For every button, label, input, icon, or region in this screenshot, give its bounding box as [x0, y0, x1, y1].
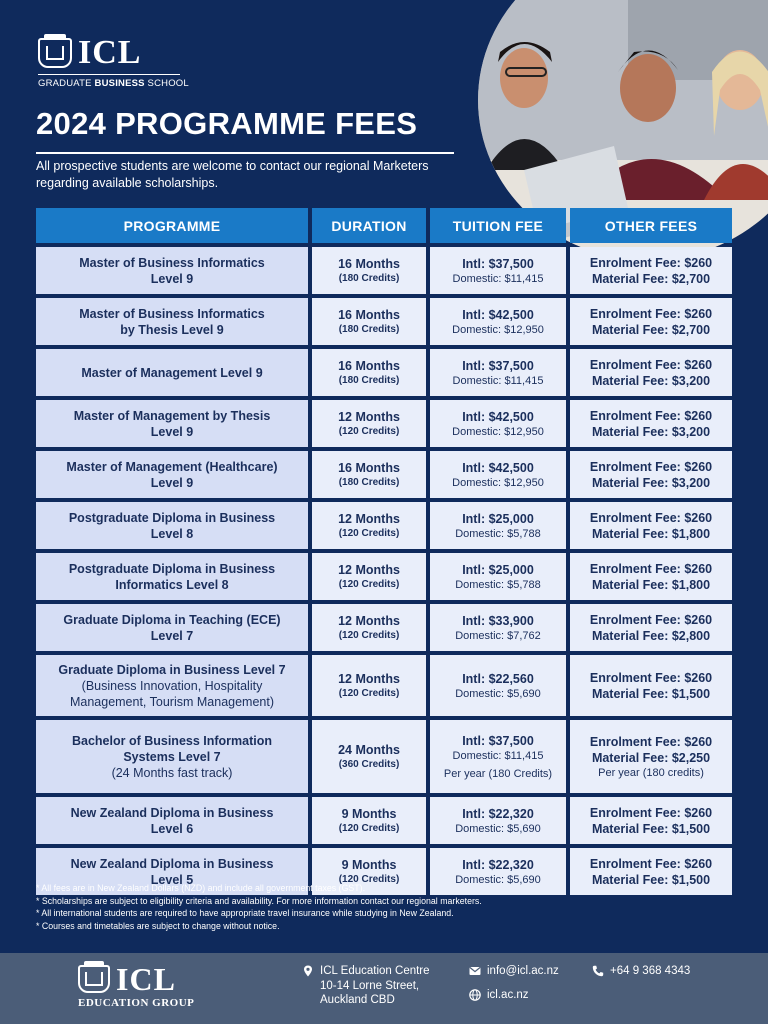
material-fee: Material Fee: $2,250 [591, 750, 711, 765]
other-fees-cell [570, 604, 732, 651]
logo-tagline: GRADUATE BUSINESS SCHOOL [38, 74, 180, 89]
programme-name-line: by Thesis Level 9 [120, 322, 224, 337]
duration-value: 12 Months [338, 613, 400, 628]
material-fee: Material Fee: $1,500 [591, 872, 711, 887]
enrolment-fee: Enrolment Fee: $260 [589, 255, 713, 270]
programme-name-line: Postgraduate Diploma in Business [68, 561, 276, 576]
material-fee: Material Fee: $1,800 [591, 577, 711, 592]
programme-cell [36, 298, 308, 345]
programme-name-line: Master of Management by Thesis [73, 408, 271, 423]
domestic-fee: Domestic: $11,415 [452, 749, 544, 762]
logo-wordmark: ICL [78, 34, 142, 71]
title-divider [36, 152, 454, 154]
programme-name-line: Graduate Diploma in Teaching (ECE) [63, 612, 281, 627]
other-fees-cell [570, 298, 732, 345]
duration-value: 9 Months [341, 857, 397, 872]
credits-value: (120 Credits) [338, 687, 400, 699]
other-fees-cell [570, 655, 732, 716]
other-fees-cell [570, 349, 732, 396]
table-row [36, 720, 732, 793]
programme-name-line: Informatics Level 8 [115, 577, 229, 592]
table-row [36, 349, 732, 396]
material-fee: Material Fee: $1,500 [591, 821, 711, 836]
tuition-fee-cell [430, 298, 566, 345]
duration-value: 12 Months [338, 511, 400, 526]
email-link[interactable] [469, 964, 559, 979]
programme-name-line: New Zealand Diploma in Business [70, 856, 274, 871]
duration-cell [312, 400, 426, 447]
other-fees-cell [570, 247, 732, 294]
domestic-fee: Domestic: $12,950 [452, 425, 544, 438]
email-text: info@icl.ac.nz [487, 965, 559, 977]
enrolment-fee: Enrolment Fee: $260 [589, 357, 713, 372]
intl-fee: Intl: $42,500 [462, 307, 534, 322]
intl-fee: Intl: $22,320 [462, 806, 534, 821]
material-fee: Material Fee: $2,800 [591, 628, 711, 643]
website-text: icl.ac.nz [487, 989, 529, 1001]
programme-cell [36, 720, 308, 793]
programme-name-line: Level 9 [150, 475, 194, 490]
programme-cell [36, 797, 308, 844]
credits-value: (180 Credits) [338, 374, 400, 386]
enrolment-fee: Enrolment Fee: $260 [589, 510, 713, 525]
domestic-fee: Domestic: $11,415 [452, 374, 544, 387]
programme-name-line: Master of Management (Healthcare) [66, 459, 278, 474]
crest-icon [38, 38, 72, 68]
programme-cell [36, 247, 308, 294]
tuition-fee-cell [430, 400, 566, 447]
phone-icon [592, 965, 604, 977]
logo-wordmark: ICL [116, 961, 176, 997]
credits-value: (120 Credits) [338, 527, 400, 539]
duration-value: 9 Months [341, 806, 397, 821]
duration-cell [312, 451, 426, 498]
tuition-fee-cell [430, 720, 566, 793]
domestic-fee: Domestic: $7,762 [455, 629, 541, 642]
intl-fee: Intl: $37,500 [462, 256, 534, 271]
table-row [36, 797, 732, 844]
table-row [36, 247, 732, 294]
duration-cell [312, 349, 426, 396]
footnote: * All fees are in New Zealand Dollars (NZD) and include all government taxes (GST). [36, 883, 366, 893]
programme-name-line: Master of Business Informatics [79, 255, 265, 270]
programme-name-line: Postgraduate Diploma in Business [68, 510, 276, 525]
other-fees-cell [570, 720, 732, 793]
phone-text: +64 9 368 4343 [610, 965, 691, 977]
footnotes [36, 882, 482, 932]
other-fees-note: Per year (180 credits) [598, 766, 704, 779]
other-fees-cell [570, 502, 732, 549]
credits-value: (120 Credits) [338, 822, 400, 834]
logo-tagline: EDUCATION GROUP [78, 997, 195, 1009]
website-link[interactable] [469, 988, 529, 1003]
enrolment-fee: Enrolment Fee: $260 [589, 408, 713, 423]
intl-fee: Intl: $42,500 [462, 409, 534, 424]
tuition-fee-cell [430, 797, 566, 844]
footnote: * Scholarships are subject to eligibility criteria and availability. For more information contact our regional marketers. [36, 895, 482, 906]
intl-fee: Intl: $22,560 [462, 671, 534, 686]
address-line: Auckland CBD [320, 994, 395, 1006]
domestic-fee: Domestic: $5,690 [455, 822, 541, 835]
footnote: * All international students are required to have appropriate travel insurance while studying in New Zealand. [36, 908, 454, 918]
domestic-fee: Domestic: $5,788 [455, 527, 541, 540]
duration-cell [312, 247, 426, 294]
intl-fee: Intl: $33,900 [462, 613, 534, 628]
duration-value: 16 Months [338, 358, 400, 373]
programme-name-line: Level 9 [150, 424, 194, 439]
header-tuition-fee: TUITION FEE [430, 208, 566, 243]
credits-value: (360 Credits) [338, 758, 400, 770]
address-line: 10-14 Lorne Street, [320, 979, 420, 992]
duration-value: 12 Months [338, 562, 400, 577]
table-row [36, 502, 732, 549]
credits-value: (120 Credits) [338, 629, 400, 641]
mail-icon [469, 965, 481, 977]
icl-graduate-logo [38, 34, 189, 89]
domestic-fee: Domestic: $5,690 [455, 687, 541, 700]
credits-value: (180 Credits) [338, 272, 400, 284]
tuition-fee-cell [430, 247, 566, 294]
duration-cell [312, 553, 426, 600]
material-fee: Material Fee: $3,200 [591, 475, 711, 490]
duration-value: 24 Months [338, 742, 400, 757]
programme-name-line: Graduate Diploma in Business Level 7 [58, 662, 286, 677]
material-fee: Material Fee: $3,200 [591, 373, 711, 388]
programme-note: (24 Months fast track) [111, 765, 233, 780]
programme-name-line: Level 9 [150, 271, 194, 286]
credits-value: (120 Credits) [338, 425, 400, 437]
credits-value: (120 Credits) [338, 873, 400, 885]
table-row [36, 604, 732, 651]
programme-name-line: New Zealand Diploma in Business [70, 805, 274, 820]
enrolment-fee: Enrolment Fee: $260 [589, 459, 713, 474]
duration-value: 12 Months [338, 671, 400, 686]
domestic-fee: Domestic: $11,415 [452, 272, 544, 285]
tuition-note: Per year (180 Credits) [443, 767, 553, 780]
tuition-fee-cell [430, 349, 566, 396]
domestic-fee: Domestic: $5,788 [455, 578, 541, 591]
enrolment-fee: Enrolment Fee: $260 [589, 856, 713, 871]
intl-fee: Intl: $42,500 [462, 460, 534, 475]
domestic-fee: Domestic: $12,950 [452, 323, 544, 336]
programme-cell [36, 655, 308, 716]
material-fee: Material Fee: $1,500 [591, 686, 711, 701]
page-title: 2024 PROGRAMME FEES [36, 106, 418, 141]
intl-fee: Intl: $37,500 [462, 733, 534, 748]
programme-name-line: Level 8 [150, 526, 194, 541]
credits-value: (180 Credits) [338, 323, 400, 335]
enrolment-fee: Enrolment Fee: $260 [589, 561, 713, 576]
tuition-fee-cell [430, 604, 566, 651]
enrolment-fee: Enrolment Fee: $260 [589, 734, 713, 749]
intl-fee: Intl: $22,320 [462, 857, 534, 872]
icl-education-group-logo [78, 963, 194, 1009]
enrolment-fee: Enrolment Fee: $260 [589, 612, 713, 627]
intl-fee: Intl: $25,000 [462, 562, 534, 577]
enrolment-fee: Enrolment Fee: $260 [589, 306, 713, 321]
material-fee: Material Fee: $2,700 [591, 271, 711, 286]
table-row [36, 451, 732, 498]
intl-fee: Intl: $25,000 [462, 511, 534, 526]
tuition-fee-cell [430, 655, 566, 716]
header-duration: DURATION [312, 208, 426, 243]
duration-cell [312, 298, 426, 345]
tuition-fee-cell [430, 502, 566, 549]
domestic-fee: Domestic: $5,690 [455, 873, 541, 886]
programme-name-line: Level 5 [150, 872, 194, 887]
programme-name-line: Bachelor of Business Information [71, 733, 273, 748]
programme-cell [36, 553, 308, 600]
table-header [36, 208, 732, 243]
table-body [36, 247, 732, 895]
tuition-fee-cell [430, 451, 566, 498]
other-fees-cell [570, 553, 732, 600]
tuition-fee-cell [430, 553, 566, 600]
duration-cell [312, 655, 426, 716]
duration-value: 16 Months [338, 256, 400, 271]
fees-table [36, 208, 732, 899]
footnote: * Courses and timetables are subject to change without notice. [36, 920, 280, 931]
other-fees-cell [570, 797, 732, 844]
programme-name-line: Systems Level 7 [123, 749, 221, 764]
credits-value: (180 Credits) [338, 476, 400, 488]
duration-value: 12 Months [338, 409, 400, 424]
page-subtitle: All prospective students are welcome to contact our regional Marketers regarding available scholarships. [36, 159, 429, 190]
duration-cell [312, 797, 426, 844]
header-programme: PROGRAMME [36, 208, 308, 243]
programme-cell [36, 502, 308, 549]
programme-cell [36, 451, 308, 498]
table-row [36, 298, 732, 345]
duration-value: 16 Months [338, 460, 400, 475]
programme-name-line: Level 7 [150, 628, 194, 643]
table-row [36, 553, 732, 600]
programme-cell [36, 604, 308, 651]
location-pin-icon [302, 965, 314, 977]
table-row [36, 655, 732, 716]
material-fee: Material Fee: $2,700 [591, 322, 711, 337]
enrolment-fee: Enrolment Fee: $260 [589, 670, 713, 685]
programme-cell [36, 400, 308, 447]
programme-note: (Business Innovation, Hospitality Management, Tourism Management) [69, 678, 275, 709]
other-fees-cell [570, 400, 732, 447]
domestic-fee: Domestic: $12,950 [452, 476, 544, 489]
duration-cell [312, 720, 426, 793]
duration-cell [312, 604, 426, 651]
material-fee: Material Fee: $1,800 [591, 526, 711, 541]
duration-value: 16 Months [338, 307, 400, 322]
material-fee: Material Fee: $3,200 [591, 424, 711, 439]
address-block [302, 964, 430, 1008]
duration-cell [312, 502, 426, 549]
enrolment-fee: Enrolment Fee: $260 [589, 805, 713, 820]
programme-name-line: Level 6 [150, 821, 194, 836]
programme-name-line: Master of Business Informatics [79, 306, 265, 321]
header-other-fees: OTHER FEES [570, 208, 732, 243]
programme-name-line: Master of Management Level 9 [81, 365, 263, 380]
address-line: ICL Education Centre [320, 965, 430, 977]
other-fees-cell [570, 451, 732, 498]
globe-icon [469, 989, 481, 1001]
credits-value: (120 Credits) [338, 578, 400, 590]
other-fees-cell [570, 848, 732, 895]
intl-fee: Intl: $37,500 [462, 358, 534, 373]
phone-link[interactable] [592, 964, 690, 979]
footer [0, 953, 768, 1024]
table-row [36, 400, 732, 447]
programme-cell [36, 349, 308, 396]
crest-icon [78, 965, 110, 993]
